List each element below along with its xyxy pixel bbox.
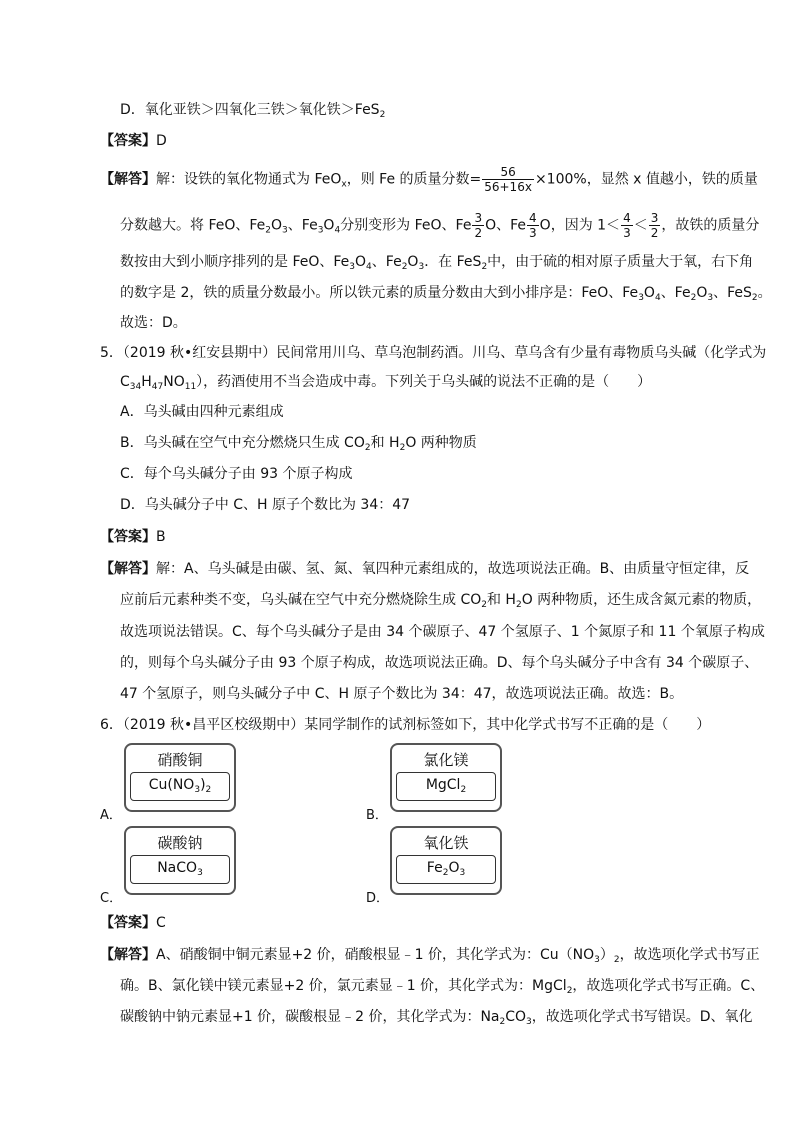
reagent-label-a: 硝酸铜 $Cu(NO_3)_2$ [124,743,236,812]
fraction: $\frac{4}{3}$ [529,211,537,240]
formula: $Fe_2O_3$ [426,860,466,878]
fraction: $\frac{3}{2}$ [474,211,483,240]
q5-stem-line-1: 5．（2019 秋•红安县期中）民间常用川乌、草乌泡制药酒。川乌、草乌含有少量有毒物质乌头碱（化学式为 [100,345,767,361]
q5-analysis-line-2: 应前后元素种类不变，乌头碱在空气中充分燃烧除生成 $CO_2$和 $H_2O$ 两种物质，还生成含氮元素的物质， [120,592,762,610]
q6-analysis-line-2: 确。B、氯化镁中镁元素显+2 价，氯元素显﹣1 价，其化学式为：MgCl$_2$，故选项化学式书写正确。C、 [120,978,765,996]
q6-stem: 6．（2019 秋•昌平区校级期中）某同学制作的试剂标签如下，其中化学式书写不正确的是（ ） [100,717,711,733]
q5-answer: 【答案】B [100,529,166,545]
q5-option-a: A．乌头碱由四种元素组成 [120,404,284,420]
q4-analysis-line-4: 的数字是 2，铁的质量分数最小。所以铁元素的质量分数由大到小排序是：FeO、$Fe_3O_4$、$Fe_2O_3$、FeS$_2$。 [120,285,772,303]
formula: $Cu(NO_3)_2$ [148,777,212,795]
q4-analysis-line-2: 分数越大。将 FeO、$Fe_2O_3$、$Fe_3O_4$分别变形为 FeO、Fe $\frac{3}{2}$ O、Fe $\frac{4}{3}$ O，因为 1＜ $\frac{4}{3}$ ＜ $\frac{3}{2}$ ，故铁的质量分 [120,211,760,240]
q4-answer: 【答案】D [100,133,167,149]
reagent-label-d: 氧化铁 $Fe_2O_3$ [390,826,502,895]
q5-analysis-line-3: 故选项说法错误。C、每个乌头碱分子是由 34 个碳原子、47 个氢原子、1 个氮原子和 11 个氧原子构成 [120,624,765,640]
q5-option-d: D．乌头碱分子中 C、H 原子个数比为 34：47 [120,497,411,513]
fraction: $\frac{3}{2}$ [650,211,659,240]
q5-stem-line-2: $C_{34}H_{47}NO_{11}$），药酒使用不当会造成中毒。下列关于乌头碱的说法不正确的是（ ） [120,374,652,392]
q5-analysis-line-4: 的，则每个乌头碱分子由 93 个原子构成，故选项说法正确。D、每个乌头碱分子中含有 34 个碳原子、 [120,655,759,671]
q5-analysis-line-1: 【解答】解：A、乌头碱是由碳、氢、氮、氧四种元素组成的，故选项说法正确。B、由质量守恒定律，反 [100,561,750,577]
reagent-label-b: 氯化镁 MgCl$_2$ [390,743,502,812]
q5-option-b: B．乌头碱在空气中充分燃烧只生成 $CO_2$和 $H_2O$ 两种物质 [120,435,477,453]
q4-option-d: D．氧化亚铁＞四氧化三铁＞氧化铁＞FeS$_2$ [120,102,386,120]
q6-answer: 【答案】C [100,915,166,931]
q6-analysis-line-3: 碳酸钠中钠元素显+1 价，碳酸根显﹣2 价，其化学式为：$Na_2CO_3$，故选项化学式书写错误。D、氧化 [120,1009,753,1027]
formula: MgCl$_2$ [425,777,467,795]
q4-analysis-line-3: 数按由大到小顺序排列的是 FeO、$Fe_3O_4$、$Fe_2O_3$．在 FeS$_2$中，由于硫的相对原子质量大于氧，右下角 [120,254,754,272]
formula: NaCO$_3$ [157,860,203,878]
fraction: $\frac{4}{3}$ [623,211,631,240]
q4-analysis-line-1: 【解答】解：设铁的氧化物通式为 FeO$_x$，则 Fe 的质量分数= $\frac{56}{56+16x}$ ×100%，显然 x 值越小，铁的质量 [100,165,758,194]
reagent-label-c: 碳酸钠 NaCO$_3$ [124,826,236,895]
q6-option-d-letter: D． [366,891,390,906]
fraction: $\frac{56}{56+16x}$ [484,165,532,194]
q6-option-b-letter: B． [366,808,388,823]
q6-option-a-letter: A． [100,808,122,823]
q6-option-c-letter: C． [100,891,123,906]
q5-option-c: C．每个乌头碱分子由 93 个原子构成 [120,466,353,482]
q5-analysis-line-5: 47 个氢原子，则乌头碱分子中 C、H 原子个数比为 34：47，故选项说法正确。故选：B。 [120,686,684,702]
q6-analysis-line-1: 【解答】A、硝酸铜中铜元素显+2 价，硝酸根显﹣1 价，其化学式为：$Cu(NO_3)_2$，故选项化学式书写正 [100,947,760,965]
q4-analysis-line-5: 故选：D。 [120,315,187,331]
